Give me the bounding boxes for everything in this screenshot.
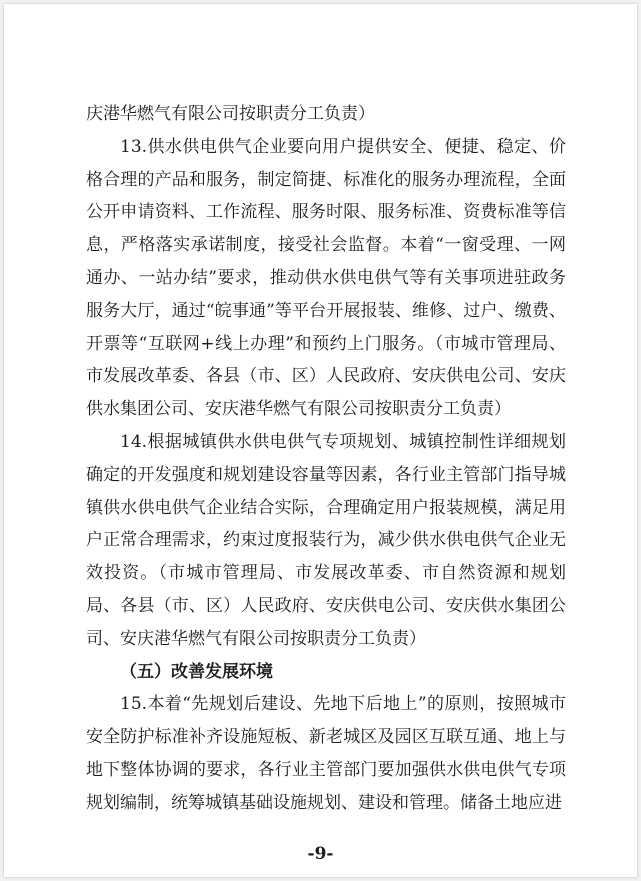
paragraph-13: 13.供水供电供气企业要向用户提供安全、便捷、稳定、价格合理的产品和服务，制定简捷、标准化的服务办理流程，全面公开申请资料、工作流程、服务时限、服务标准、资费标准等信息，严格落实承诺制度，接受社会监督。本着“一窗受理、一网通办、一站办结”要求，推动供水供电供气等有关事项进驻政务服务大厅，通过“皖事通”等平台开展报装、维修、过户、缴费、开票等“互联网+线上办理”和预约上门服务。（市城市管理局、市发展改革委、各县（市、区）人民政府、安庆供电公司、安庆供水集团公司、安庆港华燃气有限公司按职责分工负责）	[86, 136, 566, 420]
section-heading-5: （五）改善发展环境	[120, 661, 273, 682]
document-page	[4, 4, 637, 877]
page-number: -9-	[307, 844, 334, 864]
document-body	[86, 98, 566, 820]
paragraph-15: 15.本着“先规划后建设、先地下后地上”的原则，按照城市安全防护标准补齐设施短板、新老城区及园区互联互通、地上与地下整体协调的要求，各行业主管部门要加强供水供电供气专项规划编制，统筹城镇基础设施规划、建设和管理。储备土地应进	[86, 694, 566, 813]
paragraph-14: 14.根据城镇供水供电供气专项规划、城镇控制性详细规划确定的开发强度和规划建设容量等因素，各行业主管部门指导城镇供水供电供气企业结合实际，合理确定用户报装规模，满足用户正常合理需求，约束过度报装行为，减少供水供电供气企业无效投资。（市城市管理局、市发展改革委、市自然资源和规划局、各县（市、区）人民政府、安庆供电公司、安庆供水集团公司、安庆港华燃气有限公司按职责分工负责）	[86, 431, 566, 649]
paragraph-continuation: 庆港华燃气有限公司按职责分工负责）	[86, 104, 375, 124]
